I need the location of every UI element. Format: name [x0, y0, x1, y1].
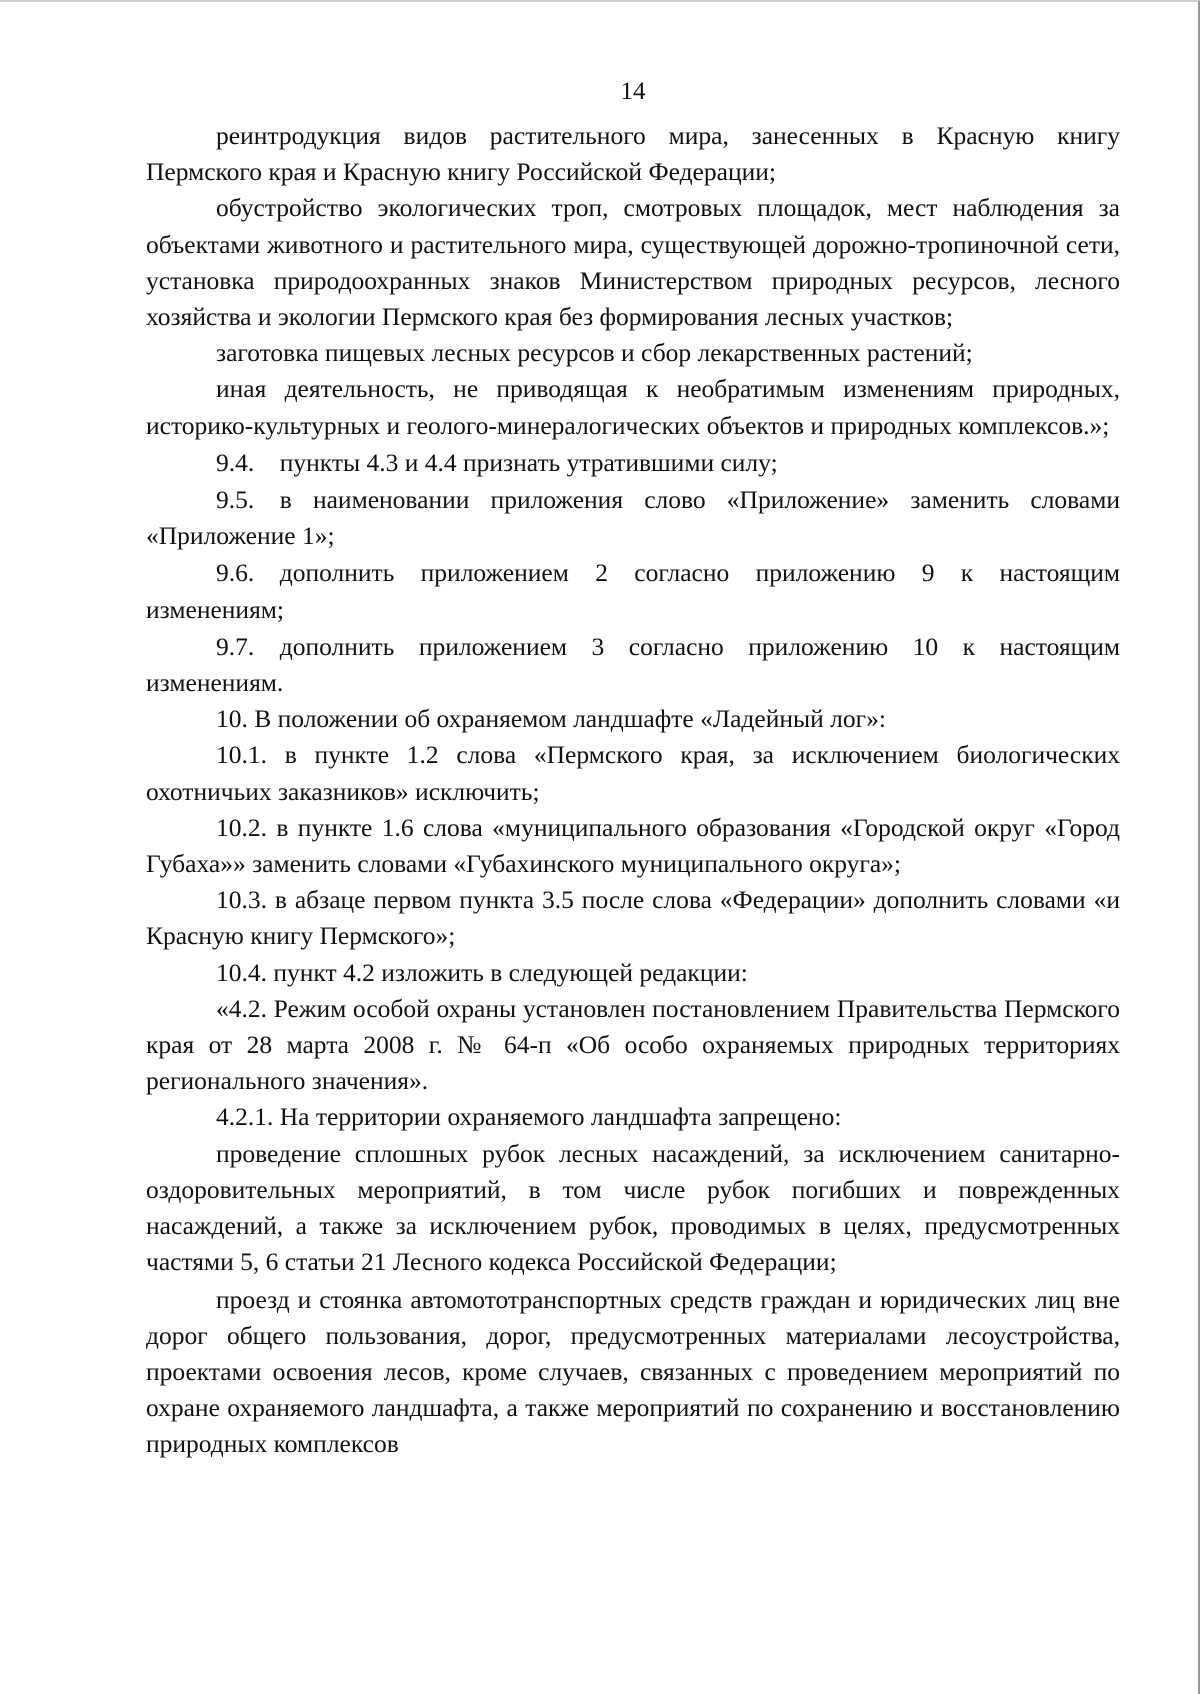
paragraph-10-2: 10.2. в пункте 1.6 слова «муниципального образования «Городской округ «Город Губаха»» заменить словами «Губахинского муниципального округа»;	[146, 812, 1127, 879]
paragraph-4-2: «4.2. Режим особой охраны установлен постановлением Правительства Пермского края от 28 марта 2008 г. № 64-п «Об особо охраняемых природных территориях регионального значения».	[146, 993, 1127, 1096]
paragraph-10-1: 10.1. в пункте 1.2 слова «Пермского края, за исключением биологических охотничьих заказников» исключить;	[146, 740, 1127, 806]
paragraph-ecological-trails: обустройство экологических троп, смотровых площадок, мест наблюдения за объектами животного и растительного мира, существующей дорожно-тропиночной сети, установка природоохранных знаков Министерством природных ресурсов, лесного хозяйства и экологии Пермского края без формирования лесных участков;	[146, 193, 1127, 332]
paragraph-9-5: 9.5. в наименовании приложения слово «Приложение» заменить словами «Приложение 1»;	[146, 485, 1127, 551]
paragraph-reintroduction: реинтродукция видов растительного мира, занесенных в Красную книгу Пермского края и Красную книгу Российской Федерации;	[146, 121, 1127, 187]
page-number: 14	[620, 78, 646, 105]
paragraph-9-6: 9.6. дополнить приложением 2 согласно приложению 9 к настоящим изменениям;	[146, 558, 1127, 624]
paragraph-4-2-1: 4.2.1. На территории охраняемого ландшафта запрещено:	[216, 1102, 842, 1132]
paragraph-clear-cutting: проведение сплошных рубок лесных насаждений, за исключением санитарно-оздоровительных мероприятий, в том числе рубок погибших и поврежденных насаждений, а также за исключением рубок, проводимых в целях, предусмотренных частями 5, 6 статьи 21 Лесного кодекса Российской Федерации;	[146, 1138, 1127, 1277]
paragraph-food-resources: заготовка пищевых лесных ресурсов и сбор лекарственных растений;	[216, 338, 973, 368]
paragraph-vehicle-traffic: проезд и стоянка автомототранспортных средств граждан и юридических лиц вне дорог общего пользования, дорог, предусмотренных материалами лесоустройства, проектами освоения лесов, кроме случаев, связанных с проведением мероприятий по охране охраняемого ландшафта, а также мероприятий по сохранению и восстановлению природных комплексов	[146, 1284, 1127, 1459]
paragraph-10: 10. В положении об охраняемом ландшафте «Ладейный лог»:	[216, 704, 886, 734]
paragraph-9-7: 9.7. дополнить приложением 3 согласно приложению 10 к настоящим изменениям.	[146, 631, 1127, 698]
document-body	[146, 118, 1127, 1463]
paragraph-9-4: 9.4. пункты 4.3 и 4.4 признать утратившими силу;	[216, 447, 778, 477]
paragraph-10-3: 10.3. в абзаце первом пункта 3.5 после слова «Федерации» дополнить словами «и Красную книгу Пермского»;	[146, 885, 1127, 951]
paragraph-other-activity: иная деятельность, не приводящая к необратимым изменениям природных, историко-культурных и геолого-минералогических объектов и природных комплексов.»;	[146, 374, 1127, 440]
paragraph-10-4: 10.4. пункт 4.2 изложить в следующей редакции:	[216, 957, 748, 987]
